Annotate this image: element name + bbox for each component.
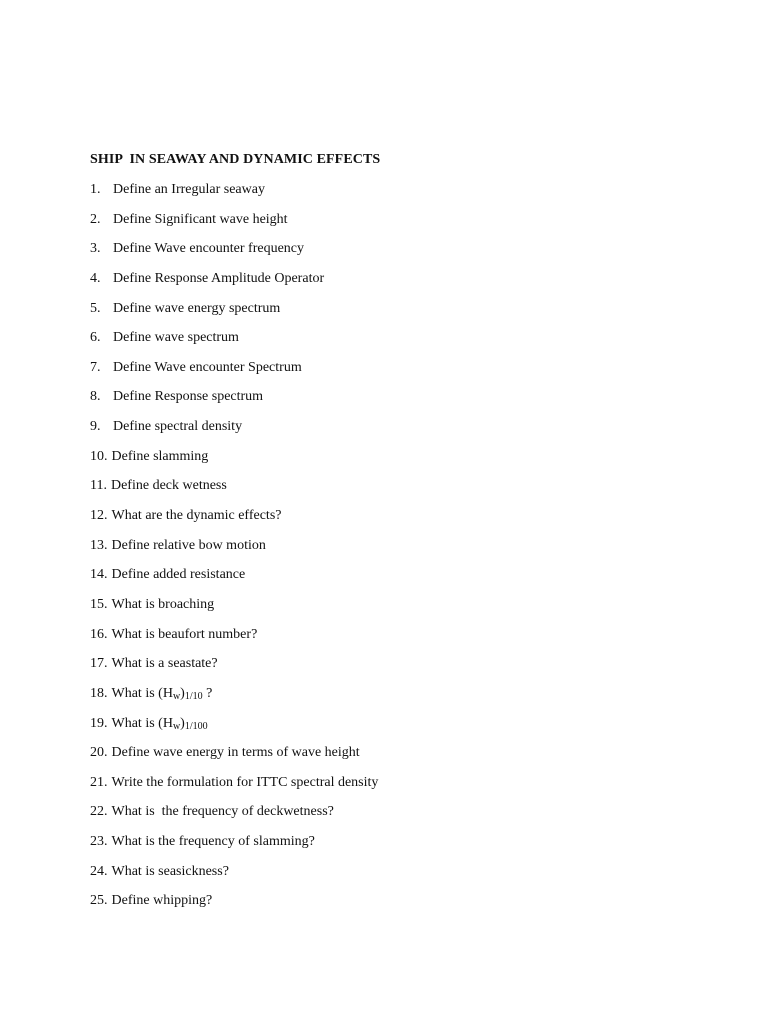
question-item	[90, 863, 378, 893]
question-item	[90, 300, 378, 330]
question-number: 17.	[90, 656, 108, 672]
question-item	[90, 833, 378, 863]
question-number: 24.	[90, 863, 108, 879]
question-number: 22.	[90, 804, 108, 820]
question-text: Define wave energy spectrum	[113, 300, 281, 316]
question-item	[90, 448, 378, 478]
question-text: Define Response Amplitude Operator	[113, 270, 325, 286]
question-number: 5.	[90, 300, 101, 316]
question-number: 4.	[90, 270, 101, 286]
question-item	[90, 477, 378, 507]
question-text: Define Wave encounter frequency	[113, 241, 305, 257]
question-number: 7.	[90, 359, 101, 375]
question-text: What is beaufort number?	[111, 626, 258, 642]
question-item	[90, 566, 378, 596]
question-number: 20.	[90, 745, 108, 761]
question-text: Define Wave encounter Spectrum	[113, 359, 302, 375]
question-number: 13.	[90, 537, 108, 553]
question-number: 8.	[90, 389, 101, 405]
question-item	[90, 892, 378, 922]
question-item	[90, 596, 378, 626]
question-number: 11.	[90, 478, 107, 494]
question-item	[90, 537, 378, 567]
question-number: 21.	[90, 774, 108, 790]
question-number: 1.	[90, 182, 101, 197]
subscript-fraction: 1/10	[184, 690, 203, 702]
question-item	[90, 507, 378, 537]
question-item	[90, 803, 378, 833]
question-text: Define whipping?	[111, 893, 213, 909]
question-text-mid: )	[180, 715, 185, 731]
question-item	[90, 181, 378, 211]
question-text: What is the frequency of deckwetness?	[111, 804, 334, 820]
question-text: Define spectral density	[113, 419, 243, 435]
question-list	[90, 181, 378, 922]
question-item	[90, 655, 378, 685]
question-text: Define relative bow motion	[111, 537, 266, 553]
question-text: Define Significant wave height	[113, 211, 288, 227]
question-number: 19.	[90, 715, 108, 731]
subscript-fraction: 1/100	[184, 720, 208, 732]
question-item	[90, 211, 378, 241]
question-text: Define Response spectrum	[113, 389, 264, 405]
question-text: What is a seastate?	[111, 656, 218, 672]
question-number: 2.	[90, 211, 101, 227]
question-text-post: ?	[202, 685, 213, 701]
question-text	[112, 685, 213, 715]
question-text	[112, 715, 208, 745]
question-number: 23.	[90, 834, 108, 850]
question-text: Define an Irregular seaway	[113, 182, 265, 197]
question-item	[90, 715, 378, 745]
question-number: 25.	[90, 893, 108, 909]
question-text: What are the dynamic effects?	[111, 508, 282, 524]
question-number: 15.	[90, 596, 108, 612]
question-number: 14.	[90, 567, 108, 583]
question-number: 6.	[90, 330, 101, 346]
question-text: Define wave spectrum	[113, 330, 239, 346]
question-text: What is the frequency of slamming?	[111, 834, 315, 850]
subscript-w: w	[172, 720, 181, 732]
question-text: Define deck wetness	[110, 478, 227, 494]
document-heading: SHIP IN SEAWAY AND DYNAMIC EFFECTS	[90, 152, 381, 167]
question-item	[90, 685, 378, 715]
question-item	[90, 418, 378, 448]
question-number: 12.	[90, 508, 108, 524]
subscript-w: w	[172, 690, 181, 702]
question-number: 10.	[90, 448, 108, 464]
question-number: 3.	[90, 241, 101, 257]
question-number: 16.	[90, 626, 108, 642]
question-text-pre: What is (H	[111, 685, 173, 701]
question-text-mid: )	[180, 685, 185, 701]
question-number: 18.	[90, 685, 108, 701]
question-item	[90, 270, 378, 300]
question-item	[90, 388, 378, 418]
question-item	[90, 744, 378, 774]
question-text: What is seasickness?	[111, 863, 229, 879]
question-text: Define added resistance	[111, 567, 246, 583]
question-text: Write the formulation for ITTC spectral density	[111, 774, 379, 790]
question-text-pre: What is (H	[111, 715, 173, 731]
question-text: Define wave energy in terms of wave height	[111, 745, 360, 761]
question-item	[90, 359, 378, 389]
question-item	[90, 774, 378, 804]
question-item	[90, 329, 378, 359]
question-item	[90, 240, 378, 270]
question-text: What is broaching	[111, 596, 215, 612]
question-number: 9.	[90, 419, 101, 435]
question-text: Define slamming	[111, 448, 209, 464]
question-item	[90, 626, 378, 656]
